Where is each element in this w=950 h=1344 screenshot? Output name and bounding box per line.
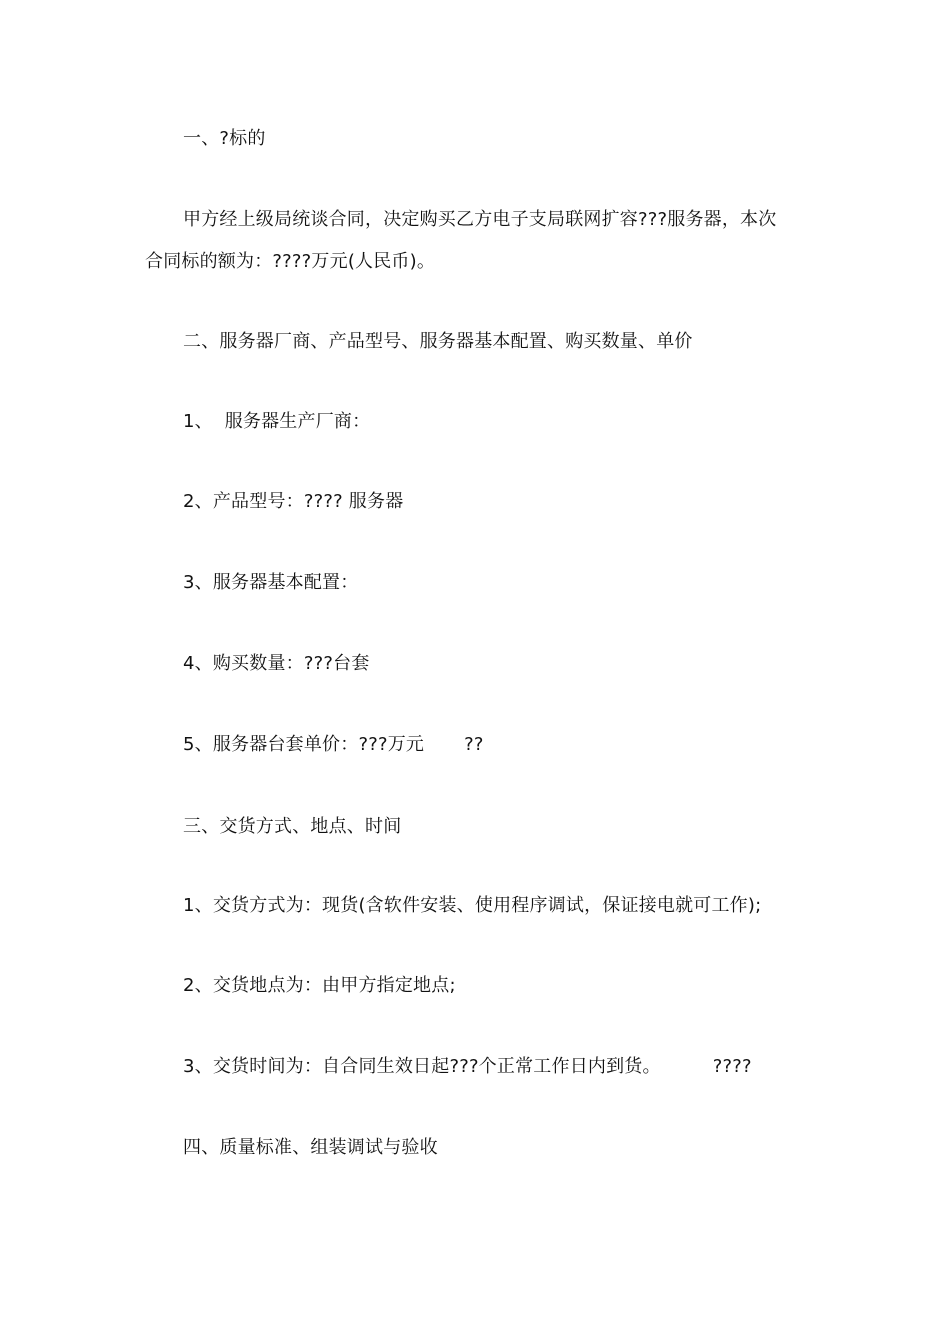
section3-heading: 三、交货方式、地点、时间 xyxy=(183,816,402,837)
section3-item2: 2、交货地点为：由甲方指定地点; xyxy=(183,975,456,996)
section3-item3-suffix: ???? xyxy=(712,1056,752,1077)
section3-item1: 1、交货方式为：现货(含软件安装、使用程序调试，保证接电就可工作); xyxy=(183,895,762,916)
section1-paragraph-line2: 合同标的额为：????万元(人民币)。 xyxy=(145,251,436,272)
section2-item2: 2、产品型号：???? 服务器 xyxy=(183,491,404,512)
section1-paragraph-line1: 甲方经上级局统谈合同，决定购买乙方电子支局联网扩容???服务器，本次 xyxy=(183,209,777,230)
section1-heading: 一、?标的 xyxy=(183,128,266,149)
section2-item5 xyxy=(183,734,484,756)
section3-item3-text: 3、交货时间为：自合同生效日起???个正常工作日内到货。 xyxy=(183,1056,661,1077)
section2-item3: 3、服务器基本配置： xyxy=(183,572,359,593)
section2-item5-text: 5、服务器台套单价：???万元 xyxy=(183,734,425,755)
section2-item1: 1、 服务器生产厂商： xyxy=(183,411,371,432)
section4-heading: 四、质量标准、组装调试与验收 xyxy=(183,1137,438,1158)
section3-item3 xyxy=(183,1056,752,1078)
section2-item4: 4、购买数量：???台套 xyxy=(183,653,370,674)
section2-item5-suffix: ?? xyxy=(464,734,484,755)
section2-heading: 二、服务器厂商、产品型号、服务器基本配置、购买数量、单价 xyxy=(183,331,693,352)
